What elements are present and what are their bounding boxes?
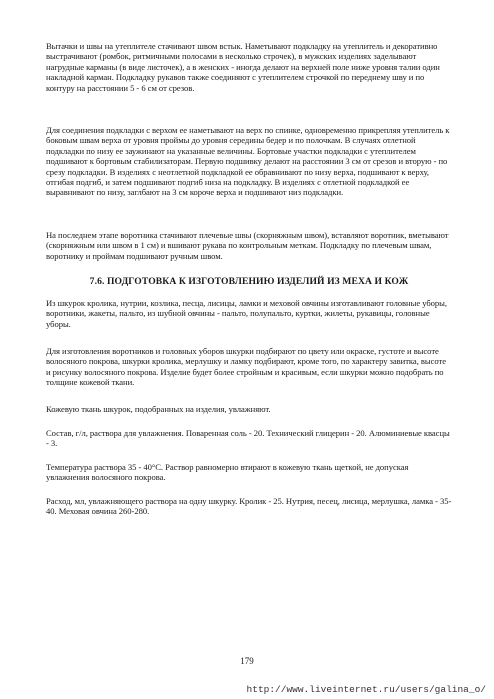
section-heading: 7.6. ПОДГОТОВКА К ИЗГОТОВЛЕНИЮ ИЗДЕЛИЙ ИЗ МЕХА И КОЖ bbox=[89, 276, 409, 287]
footer-url[interactable]: http://www.liveinternet.ru/users/galina_o/ bbox=[246, 684, 486, 695]
paragraph-joining-lining: Для соединения подкладки с верхом ее наметывают на верх по спинке, одновременно прикрепляя утеплитель к боковым швам верха от уровня проймы до уровня середины бедер и по полочкам. В случаях отлетной подкладки по низу ее заужинают на указанные величины. Бортовые участки подкладки с утеплителем подшивают к бортовым стабилизаторам. Первую подшивку делают на расстоянии 3 см от срезов и вторую - по срезу подкладки. В изделиях с неотлетной подкладкой ее обравнивают по низу верха, подшивают к верху, отгибая подгиб, и затем подшивают подгиб низа на подкладку. В изделиях с отлетной подкладкой ее выравнивают по низу, заглбают на 3 см короче верха и подшивают низ подкладки. bbox=[46, 125, 450, 198]
paragraph-lining-insulation: Вытачки и швы на утеплителе стачивают швом встык. Наметывают подкладку на утеплитель и декоративно выстрачивают (ромбок, ритмичными полосами в несколько строчек), в мужских изделиях заделывают нагрудные карманы (в виде листочек), а в женских - иногда делают на верхней поле ниже уровня талии один накладной карман. Подкладку рукавов также соединяют с утеплителем строчкой по переднему шву и по контуру на расстоянии 5 - 6 см от срезов. bbox=[46, 41, 440, 93]
paragraph-solution-consumption: Расход, мл, увлажняющего раствора на одну шкурку. Кролик - 25. Нутрия, песец, лисица, мерлушка, ламка - 35-40. Меховая овчина 260-280. bbox=[46, 496, 452, 517]
paragraph-solution-temperature: Температура раствора 35 - 40°С. Раствор равномерно втирают в кожевую ткань щеткой, не допуская увлажнения волосяного покрова. bbox=[46, 462, 409, 483]
page-number: 179 bbox=[240, 656, 254, 666]
paragraph-moistening: Кожевую ткань шкурок, подобранных на изделия, увлажняют. bbox=[46, 404, 271, 414]
paragraph-fur-types: Из шкурок кролика, нутрии, козлика, песца, лисицы, ламки и меховой овчины изготавливают головные уборы, воротники, жакеты, пальто, из шубной овчины - пальто, полупальто, куртки, жилеты, рукавицы, головные уборы. bbox=[46, 298, 447, 329]
paragraph-final-stage: На последнем этапе воротника стачивают плечевые швы (скорняжным швом), вставляют воротник, вметывают (скорняжным или швом в 1 см) и вшивают рукава по контрольным меткам. Подкладку по плечевым швам, воротнику и проймам подшивают ручным швом. bbox=[46, 230, 449, 261]
paragraph-pelt-selection: Для изготовления воротников и головных уборов шкурки подбирают по цвету или окраске, густоте и высоте волосяного покрова, шкурки кролика, мерлушку и ламку подбирают, кроме того, по характеру завитка, высоте и рисунку волосяного покрова. Изделие будет более стройным и красивым, если шкурки можно подобрать по толщине кожевой ткани. bbox=[46, 346, 446, 388]
paragraph-solution-composition: Состав, г/л, раствора для увлажнения. Поваренная соль - 20. Технический глицерин - 20. Алюминиевые квасцы - 3. bbox=[46, 428, 450, 449]
